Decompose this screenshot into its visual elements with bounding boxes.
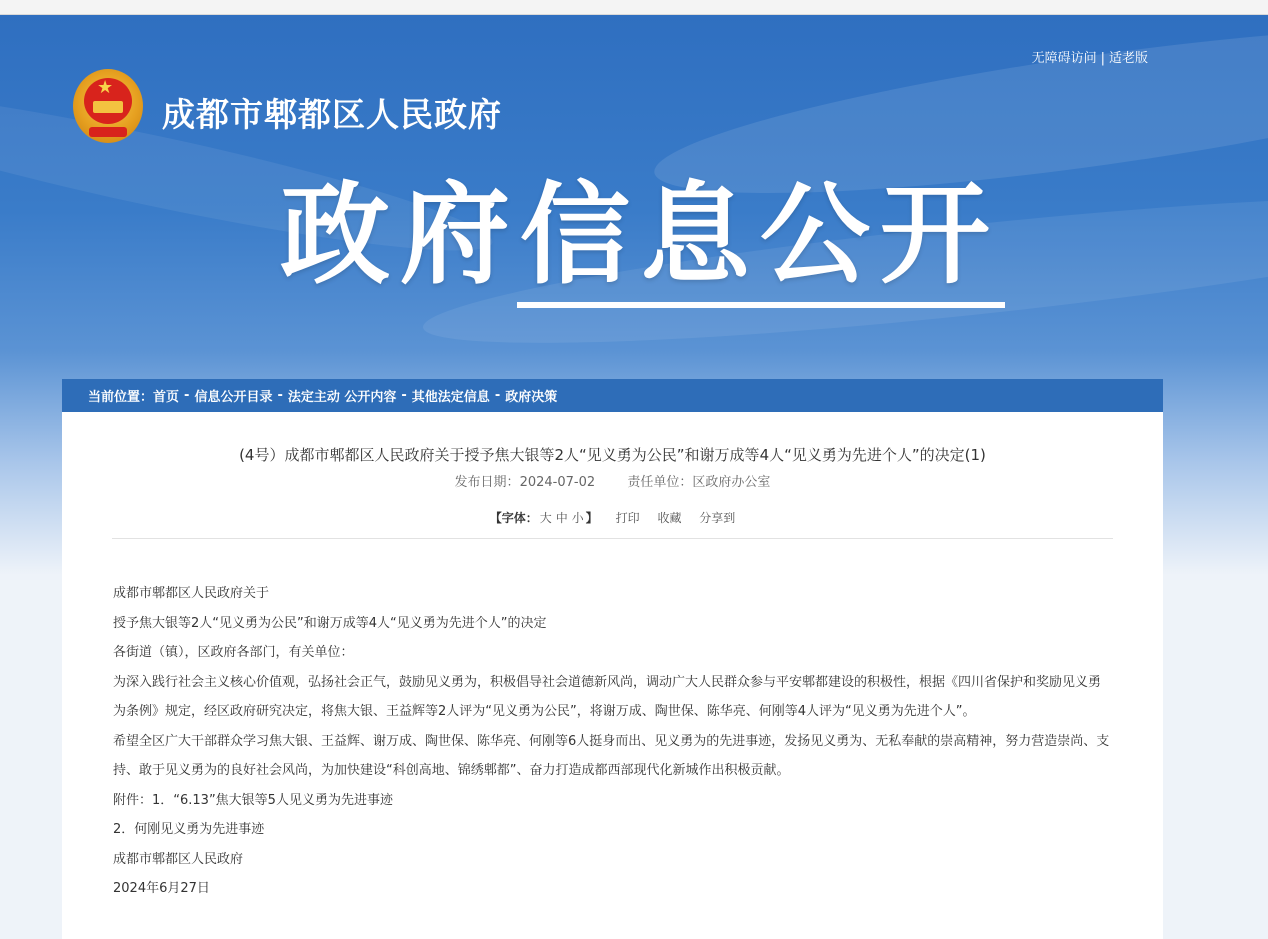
breadcrumb-decisions[interactable]: 政府决策 <box>505 390 558 405</box>
body-paragraph: 成都市郫都区人民政府关于 <box>113 586 270 601</box>
font-size-label: 【字体： <box>489 511 538 525</box>
national-emblem-icon <box>73 69 143 143</box>
article-meta <box>62 471 1163 490</box>
elderly-mode-link[interactable]: 适老版 <box>1108 51 1148 66</box>
breadcrumb-separator: - <box>494 388 501 403</box>
body-paragraph: 希望全区广大干部群众学习焦大银、王益辉、谢万成、陶世保、陈华亮、何刚等6人挺身而出、见义勇为的先进事迹，发扬见义勇为、无私奉献的崇高精神，努力营造崇尚、支持、敢于见义勇为的良好社会风尚，为加快建设“科创高地、锦绣郫都”、奋力打造成都西部现代化新城作出积极贡献。 <box>113 733 1110 778</box>
publish-label: 发布日期： <box>454 475 520 490</box>
article-body <box>62 579 1113 904</box>
breadcrumb-catalog[interactable]: 信息公开目录 <box>194 390 273 405</box>
star-icon: ★ <box>97 77 114 98</box>
breadcrumb-label: 当前位置： <box>88 390 154 405</box>
breadcrumb-home[interactable]: 首页 <box>153 390 180 405</box>
unit-label: 责任单位： <box>627 475 693 490</box>
print-button[interactable]: 打印 <box>615 511 640 525</box>
font-size-bracket: 】 <box>585 511 598 525</box>
body-paragraph: 为深入践行社会主义核心价值观，弘扬社会正气，鼓励见义勇为，积极倡导社会道德新风尚，调动广大人民群众参与平安郫都建设的积极性，根据《四川省保护和奖励见义勇为条例》规定，经区政府研究决定，将焦大银、王益辉等2人评为“见义勇为公民”，将谢万成、陶世保、陈华亮、何刚等4人评为“见义勇为先进个人”。 <box>113 674 1102 719</box>
article-title: (4号）成都市郫都区人民政府关于授予焦大银等2人“见义勇为公民”和谢万成等4人“见义勇为先进个人”的决定(1) <box>239 446 986 464</box>
divider <box>112 538 1113 539</box>
breadcrumb-statutory[interactable]: 法定主动 公开内容 <box>287 390 397 405</box>
favorite-button[interactable]: 收藏 <box>657 511 682 525</box>
breadcrumb-other-info[interactable]: 其他法定信息 <box>411 390 490 405</box>
barrier-free-link[interactable]: 无障碍访问 <box>1031 51 1097 66</box>
share-button[interactable]: 分享到 <box>699 511 736 525</box>
browser-top-strip <box>0 0 1268 15</box>
font-large-button[interactable]: 大 <box>539 511 552 525</box>
font-small-button[interactable]: 小 <box>571 511 584 525</box>
link-separator: | <box>1100 51 1105 66</box>
breadcrumb-separator: - <box>401 388 407 403</box>
gate-icon <box>93 101 123 113</box>
accessibility-links <box>1032 47 1148 66</box>
site-title[interactable]: 成都市郫都区人民政府 <box>162 95 502 134</box>
font-medium-button[interactable]: 中 <box>555 511 568 525</box>
article-tools <box>62 509 1163 526</box>
breadcrumb-separator: - <box>277 388 283 403</box>
signature: 成都市郫都区人民政府 <box>113 851 244 867</box>
publish-date: 2024-07-02 <box>519 475 596 490</box>
ribbon-icon <box>89 127 127 137</box>
breadcrumb-separator: - <box>184 388 190 403</box>
breadcrumb <box>62 379 1163 412</box>
attachment-link[interactable]: 2．何刚见义勇为先进事迹 <box>113 822 265 837</box>
main-content <box>62 379 1163 939</box>
signature-date: 2024年6月27日 <box>113 881 210 896</box>
banner-title: 政府信息公开 <box>280 171 1000 299</box>
attachment-link[interactable]: 附件：1．“6.13”焦大银等5人见义勇为先进事迹 <box>113 792 393 808</box>
banner-underline <box>517 302 1005 308</box>
responsible-unit: 区政府办公室 <box>692 475 771 490</box>
body-paragraph: 授予焦大银等2人“见义勇为公民”和谢万成等4人“见义勇为先进个人”的决定 <box>113 615 547 631</box>
body-paragraph: 各街道（镇），区政府各部门，有关单位： <box>113 645 354 660</box>
